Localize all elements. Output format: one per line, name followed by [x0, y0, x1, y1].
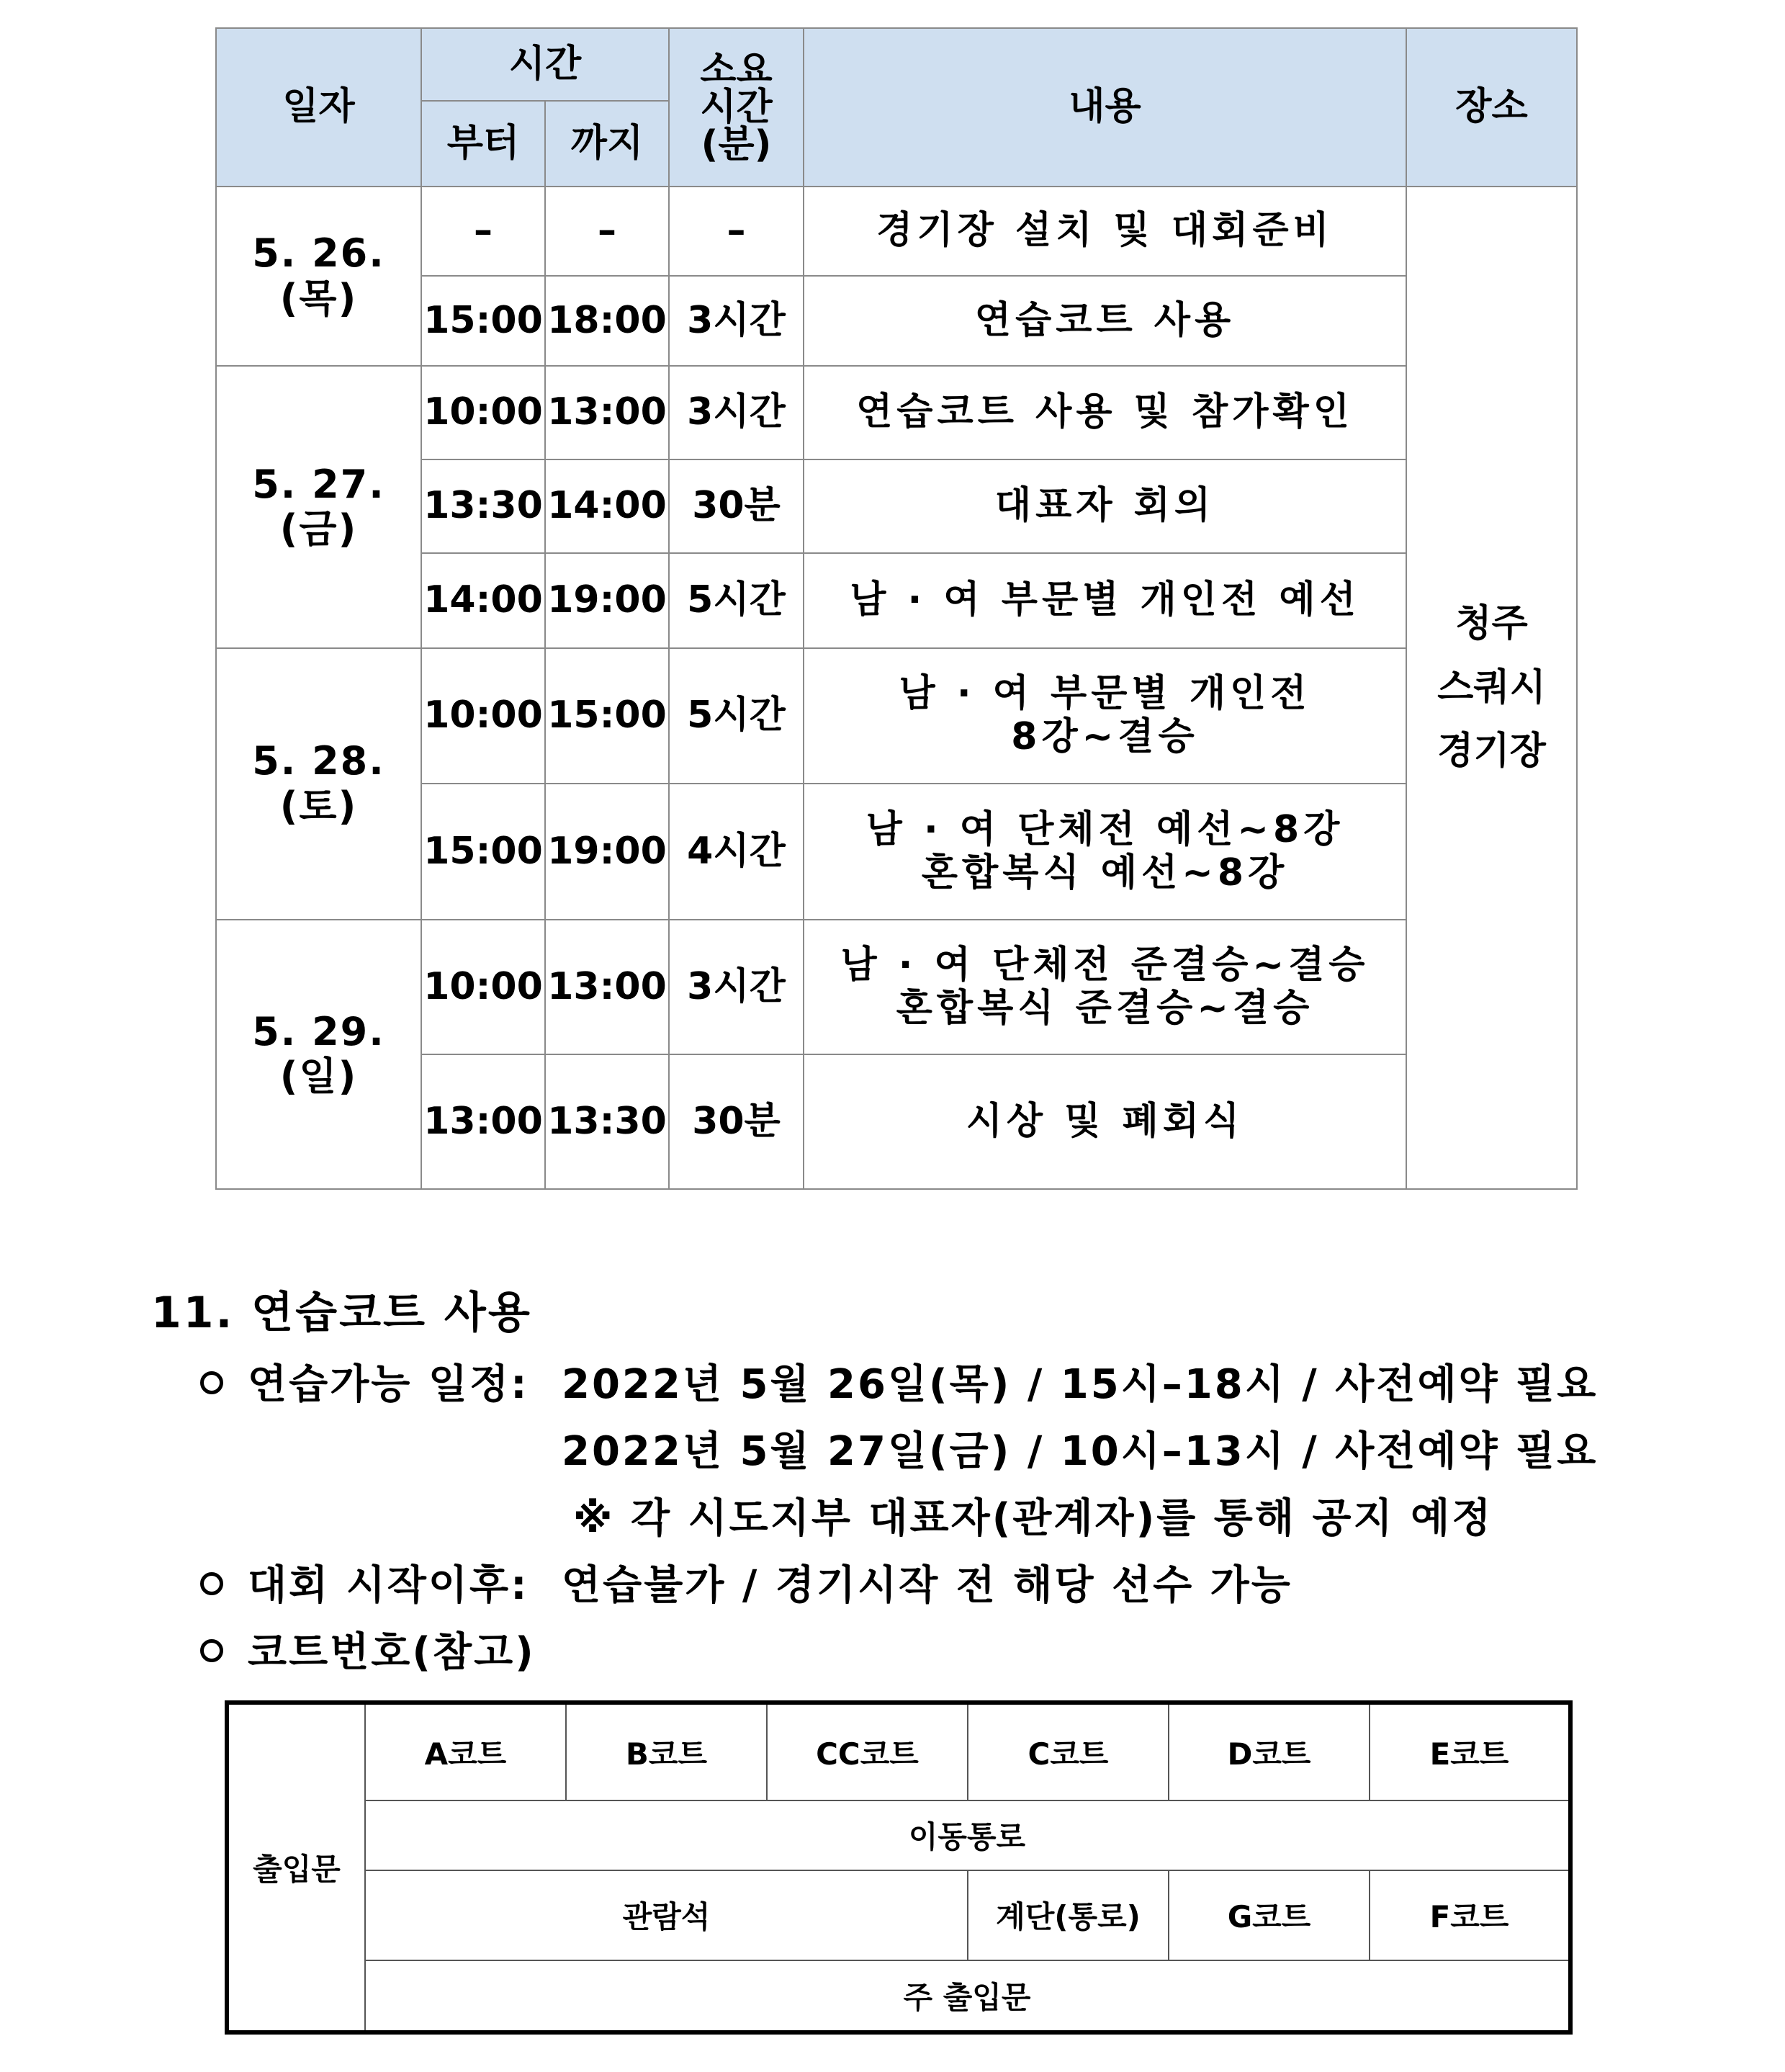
content-cell: 남 · 여 부문별 개인전 예선: [804, 553, 1406, 648]
bullet-icon: [200, 1572, 223, 1595]
entrance-cell: 출입문: [227, 1703, 365, 2032]
content-cell: 남 · 여 단체전 준결승~결승 혼합복식 준결승~결승: [804, 920, 1406, 1054]
header-time: 시간: [421, 28, 669, 101]
header-duration: 소요 시간 (분): [669, 28, 804, 187]
schedule-table: [215, 27, 1578, 1190]
practice-line-2: 2022년 5월 27일(금) / 10시–13시 / 사전예약 필요: [562, 1428, 1599, 1475]
content-cell: 대표자 회의: [804, 459, 1406, 553]
to-cell: 15:00: [545, 648, 669, 784]
court-cell: A코트: [365, 1703, 566, 1800]
court-cell: G코트: [1169, 1870, 1370, 1960]
content-cell: 남 · 여 단체전 예선~8강 혼합복식 예선~8강: [804, 784, 1406, 920]
header-date: 일자: [216, 28, 421, 187]
duration-cell: 3시간: [669, 276, 804, 366]
content-cell: 남 · 여 부문별 개인전 8강~결승: [804, 648, 1406, 784]
place-cell: 청주 스쿼시 경기장: [1406, 187, 1577, 1189]
to-cell: 13:00: [545, 920, 669, 1054]
table-row: [216, 648, 1577, 784]
from-cell: 10:00: [421, 920, 545, 1054]
to-cell: 13:30: [545, 1054, 669, 1189]
stands-cell: 관람석: [365, 1870, 968, 1960]
duration-cell: 30분: [669, 459, 804, 553]
court-cell: B코트: [566, 1703, 767, 1800]
duration-cell: 3시간: [669, 920, 804, 1054]
date-cell: 5. 26.(목): [216, 187, 421, 366]
from-cell: 10:00: [421, 648, 545, 784]
main-entrance-cell: 주 출입문: [365, 1960, 1570, 2032]
court-cell: E코트: [1370, 1703, 1570, 1800]
from-cell: –: [421, 187, 545, 276]
from-cell: 14:00: [421, 553, 545, 648]
practice-label: 연습가능 일정:: [248, 1361, 529, 1408]
table-row: [216, 920, 1577, 1054]
court-numbers-label: 코트번호(참고): [248, 1629, 536, 1676]
header-to: 까지: [545, 101, 669, 187]
duration-cell: 3시간: [669, 366, 804, 459]
practice-line-1: 2022년 5월 26일(목) / 15시–18시 / 사전예약 필요: [562, 1361, 1599, 1408]
practice-schedule-line: [200, 1353, 529, 1410]
section-title: 11. 연습코트 사용: [151, 1288, 532, 1338]
header-place: 장소: [1406, 28, 1577, 187]
date-cell: 5. 27.(금): [216, 366, 421, 648]
duration-cell: 30분: [669, 1054, 804, 1189]
to-cell: –: [545, 187, 669, 276]
practice-note: ※ 각 시도지부 대표자(관계자)를 통해 공지 예정: [573, 1495, 1493, 1542]
court-cell: CC코트: [767, 1703, 968, 1800]
content-cell: 연습코트 사용 및 참가확인: [804, 366, 1406, 459]
to-cell: 18:00: [545, 276, 669, 366]
court-numbers-line: [200, 1620, 536, 1678]
duration-cell: 5시간: [669, 648, 804, 784]
header-content: 내용: [804, 28, 1406, 187]
to-cell: 13:00: [545, 366, 669, 459]
content-cell: 시상 및 폐회식: [804, 1054, 1406, 1189]
court-cell: D코트: [1169, 1703, 1370, 1800]
from-cell: 10:00: [421, 366, 545, 459]
header-from: 부터: [421, 101, 545, 187]
date-cell: 5. 29.(일): [216, 920, 421, 1189]
after-start-text: 연습불가 / 경기시작 전 해당 선수 가능: [562, 1562, 1292, 1609]
bullet-icon: [200, 1371, 223, 1394]
after-start-line: [200, 1553, 529, 1611]
court-cell: F코트: [1370, 1870, 1570, 1960]
to-cell: 14:00: [545, 459, 669, 553]
content-cell: 연습코트 사용: [804, 276, 1406, 366]
from-cell: 13:30: [421, 459, 545, 553]
bullet-icon: [200, 1639, 223, 1662]
stairs-cell: 계단(통로): [968, 1870, 1169, 1960]
table-row: [216, 187, 1577, 276]
duration-cell: 5시간: [669, 553, 804, 648]
corridor-cell: 이동통로: [365, 1800, 1570, 1870]
date-cell: 5. 28.(토): [216, 648, 421, 920]
table-row: [216, 366, 1577, 459]
to-cell: 19:00: [545, 784, 669, 920]
content-cell: 경기장 설치 및 대회준비: [804, 187, 1406, 276]
court-map-table: [225, 1700, 1573, 2035]
from-cell: 13:00: [421, 1054, 545, 1189]
from-cell: 15:00: [421, 276, 545, 366]
after-start-label: 대회 시작이후:: [248, 1562, 529, 1609]
from-cell: 15:00: [421, 784, 545, 920]
duration-cell: 4시간: [669, 784, 804, 920]
court-cell: C코트: [968, 1703, 1169, 1800]
duration-cell: –: [669, 187, 804, 276]
to-cell: 19:00: [545, 553, 669, 648]
